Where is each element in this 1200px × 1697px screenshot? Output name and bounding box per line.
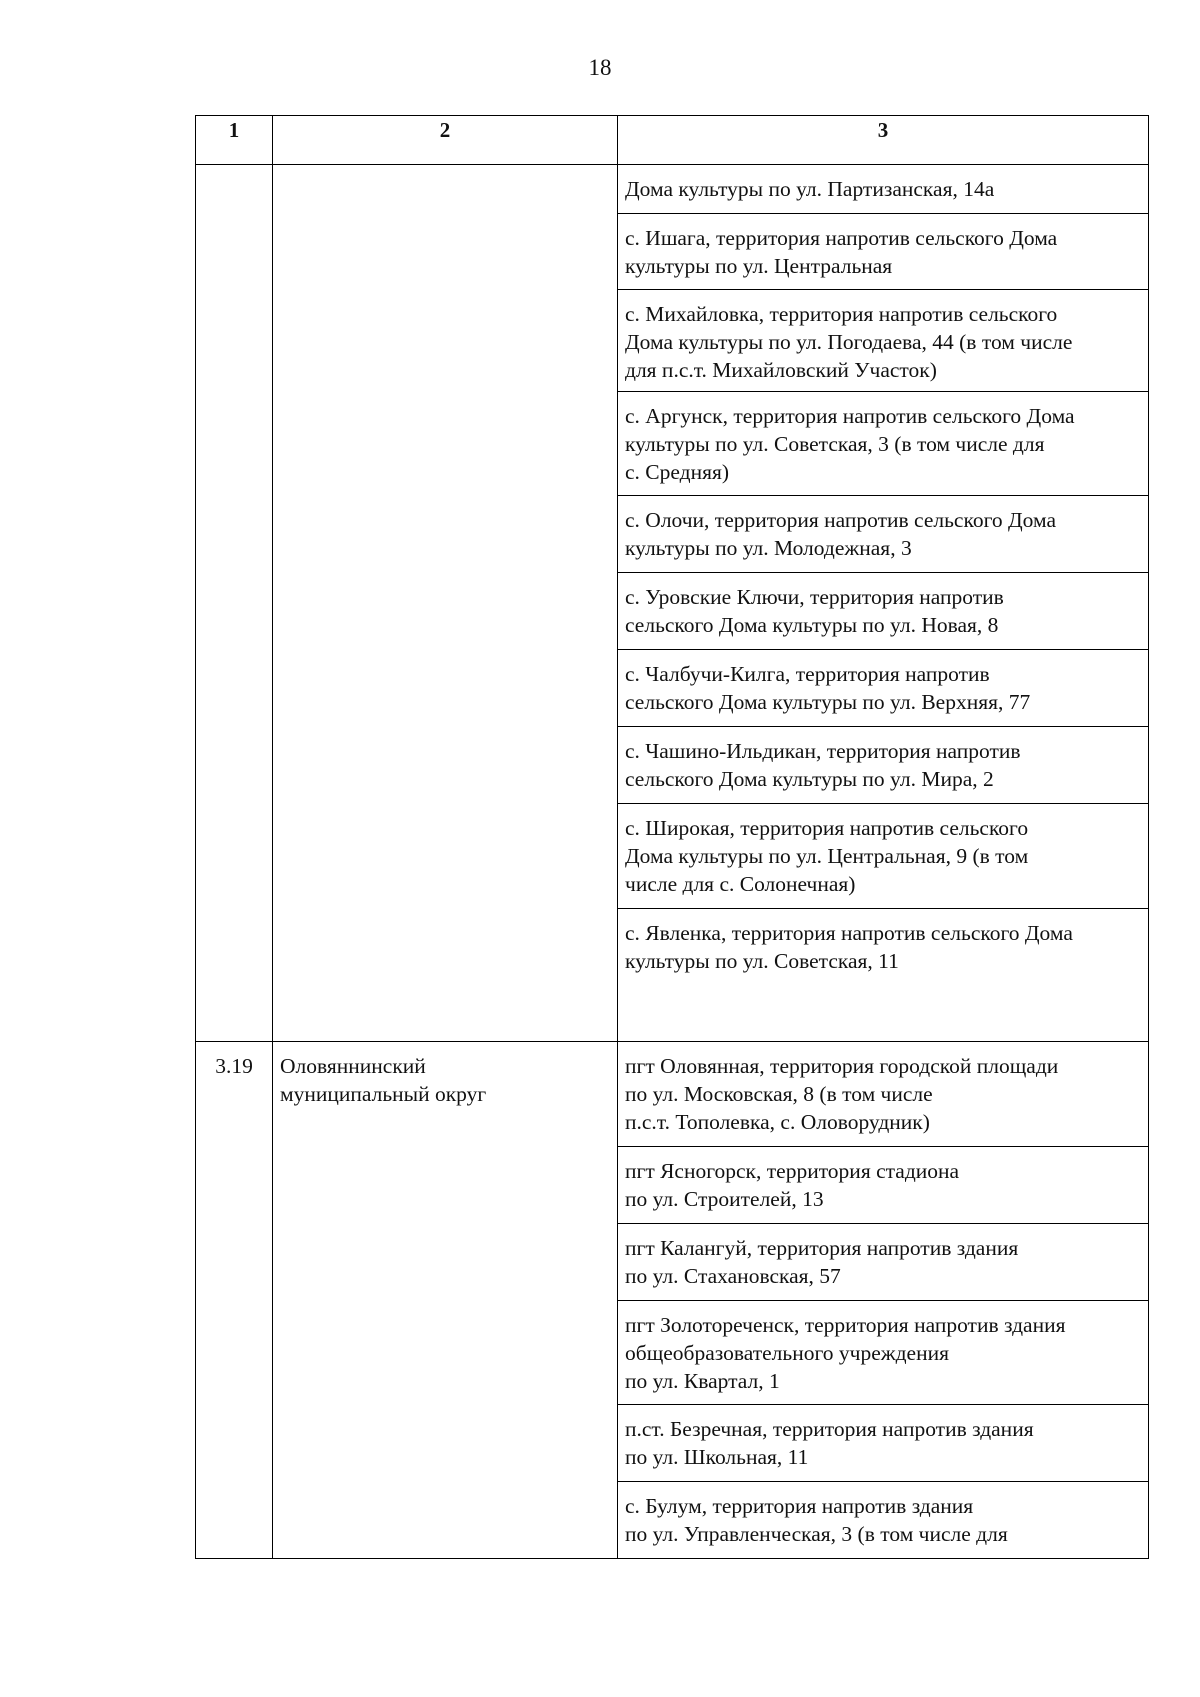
location-cell: Дома культуры по ул. Партизанская, 14а bbox=[618, 165, 1149, 214]
column-header-2: 2 bbox=[273, 116, 618, 165]
location-cell: с. Уровские Ключи, территория напротив сельского Дома культуры по ул. Новая, 8 bbox=[618, 573, 1149, 650]
location-cell: с. Михайловка, территория напротив сельского Дома культуры по ул. Погодаева, 44 (в том числе для п.с.т. Михайловский Участок) bbox=[618, 290, 1149, 392]
row-number-cell: 3.19 bbox=[196, 1042, 273, 1559]
location-cell: с. Аргунск, территория напротив сельского Дома культуры по ул. Советская, 3 (в том числе для с. Средняя) bbox=[618, 392, 1149, 496]
settlements-table bbox=[195, 115, 1149, 1559]
location-cell: пгт Калангуй, территория напротив здания по ул. Стахановская, 57 bbox=[618, 1224, 1149, 1301]
location-cell: п.ст. Безречная, территория напротив здания по ул. Школьная, 11 bbox=[618, 1405, 1149, 1482]
location-cell: с. Олочи, территория напротив сельского Дома культуры по ул. Молодежная, 3 bbox=[618, 496, 1149, 573]
column-header-1: 1 bbox=[196, 116, 273, 165]
table-row bbox=[196, 1042, 1149, 1147]
column-header-3: 3 bbox=[618, 116, 1149, 165]
district-name-cell: Оловяннинский муниципальный округ bbox=[273, 1042, 618, 1559]
location-cell: с. Широкая, территория напротив сельского Дома культуры по ул. Центральная, 9 (в том числе для с. Солонечная) bbox=[618, 804, 1149, 909]
table-row bbox=[196, 165, 1149, 214]
table-header-row bbox=[196, 116, 1149, 165]
location-cell: пгт Ясногорск, территория стадиона по ул. Строителей, 13 bbox=[618, 1147, 1149, 1224]
location-cell: с. Чалбучи-Килга, территория напротив сельского Дома культуры по ул. Верхняя, 77 bbox=[618, 650, 1149, 727]
location-cell: с. Чашино-Ильдикан, территория напротив сельского Дома культуры по ул. Мира, 2 bbox=[618, 727, 1149, 804]
location-cell: с. Булум, территория напротив здания по ул. Управленческая, 3 (в том числе для bbox=[618, 1482, 1149, 1559]
district-name-cell bbox=[273, 165, 618, 1042]
location-cell: с. Ишага, территория напротив сельского Дома культуры по ул. Центральная bbox=[618, 214, 1149, 290]
location-cell: пгт Золотореченск, территория напротив здания общеобразовательного учреждения по ул. Квартал, 1 bbox=[618, 1301, 1149, 1405]
location-cell: с. Явленка, территория напротив сельского Дома культуры по ул. Советская, 11 bbox=[618, 909, 1149, 1042]
page-number: 18 bbox=[588, 55, 612, 80]
location-cell: пгт Оловянная, территория городской площади по ул. Московская, 8 (в том числе п.с.т. Тополевка, с. Оловорудник) bbox=[618, 1042, 1149, 1147]
row-number-cell bbox=[196, 165, 273, 1042]
